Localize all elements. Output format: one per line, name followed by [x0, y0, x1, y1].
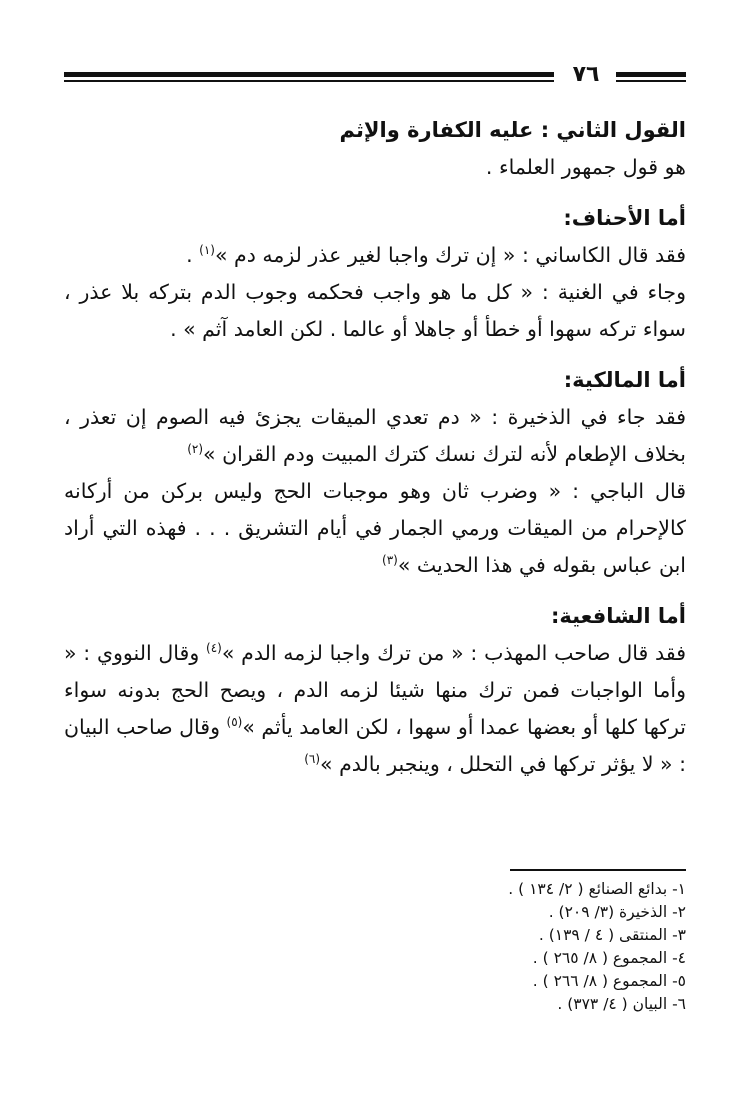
paragraph-muhadhdhab [64, 635, 686, 783]
footnote-marker-6[interactable]: (٦) [304, 752, 321, 767]
footnote-marker-5[interactable]: (٥) [226, 715, 243, 730]
footnote-5: ٥- المجموع ( ٨/ ٢٦٦ ) . [532, 972, 686, 990]
paragraph-majority: هو قول جمهور العلماء . [485, 155, 686, 179]
footnote-separator [510, 869, 686, 871]
footnote-6: ٦- البيان ( ٤/ ٣٧٣) . [557, 995, 686, 1013]
header-rule-right-thick [616, 72, 686, 77]
quote-bayan: وقال صاحب البيان : « لا يؤثر تركها في التحلل ، وينجبر بالدم » [64, 715, 686, 776]
quote-nawawi: وقال النووي : « وأما الواجبات فمن ترك منها شيئا لزمه الدم ، ويصح الحج بدونه سواء تركها كلها أو بعضها عمدا أو سهوا ، لكن العامد يأثم » [64, 641, 686, 739]
header-rule-left-thick [64, 72, 554, 77]
footnote-2: ٢- الذخيرة (٣/ ٢٠٩) . [548, 903, 686, 921]
footnote-marker-4[interactable]: (٤) [206, 641, 222, 656]
footnote-3: ٣- المنتقى ( ٤ / ١٣٩) . [538, 926, 686, 944]
footnote-marker-3[interactable]: (٣) [382, 553, 398, 568]
footnotes [286, 878, 686, 1016]
quote-baji: قال الباجي : « وضرب ثان وهو موجبات الحج وليس بركن من أركانه كالإحرام من الميقات ورمي الجمار في أيام التشريق . . . فهذه التي أراد ابن عباس بقوله في هذا الحديث » [64, 479, 686, 577]
footnote-marker-1[interactable]: (١) [199, 243, 215, 258]
section-heading-shafii: أما الشافعية: [550, 604, 686, 628]
quote-muhadhdhab: فقد قال صاحب المهذب : « من ترك واجبا لزمه الدم » [221, 641, 686, 665]
paragraph-ghunya: وجاء في الغنية : « كل ما هو واجب فحكمه وجوب الدم بتركه بلا عذر ، سواء تركه سهوا أو خطأ أو جاهلا أو عالما . لكن العامد آثم » . [64, 280, 686, 341]
footnote-4: ٤- المجموع ( ٨/ ٢٦٥ ) . [532, 949, 686, 967]
quote-dhakhira: فقد جاء في الذخيرة : « دم تعدي الميقات يجزئ فيه الصوم إن تعذر ، بخلاف الإطعام لأنه لترك نسك كترك المبيت ودم القران » [64, 405, 686, 466]
paragraph-dhakhira [64, 399, 686, 473]
footnote-marker-2[interactable]: (٢) [187, 442, 204, 457]
paragraph-kasani: فقد قال الكاساني : « إن ترك واجبا لغير عذر لزمه دم »$^{(١)}$ . [186, 243, 686, 267]
paragraph-baji [64, 473, 686, 584]
section-heading-maliki: أما المالكية: [563, 368, 686, 392]
section-heading-hanafi: أما الأحناف: [563, 206, 686, 230]
quote-kasani: فقد قال الكاساني : « إن ترك واجبا لغير عذر لزمه دم » [214, 243, 686, 267]
section-heading-second-opinion: القول الثاني : عليه الكفارة والإثم [339, 118, 686, 142]
main-text [64, 112, 686, 783]
header-rule-left-thin [64, 80, 554, 82]
footnote-1: ١- بدائع الصنائع ( ٢/ ١٣٤ ) . [508, 880, 686, 898]
header-rule-right-thin [616, 80, 686, 82]
running-header [64, 58, 686, 92]
page-number: ٧٦ [572, 62, 600, 87]
